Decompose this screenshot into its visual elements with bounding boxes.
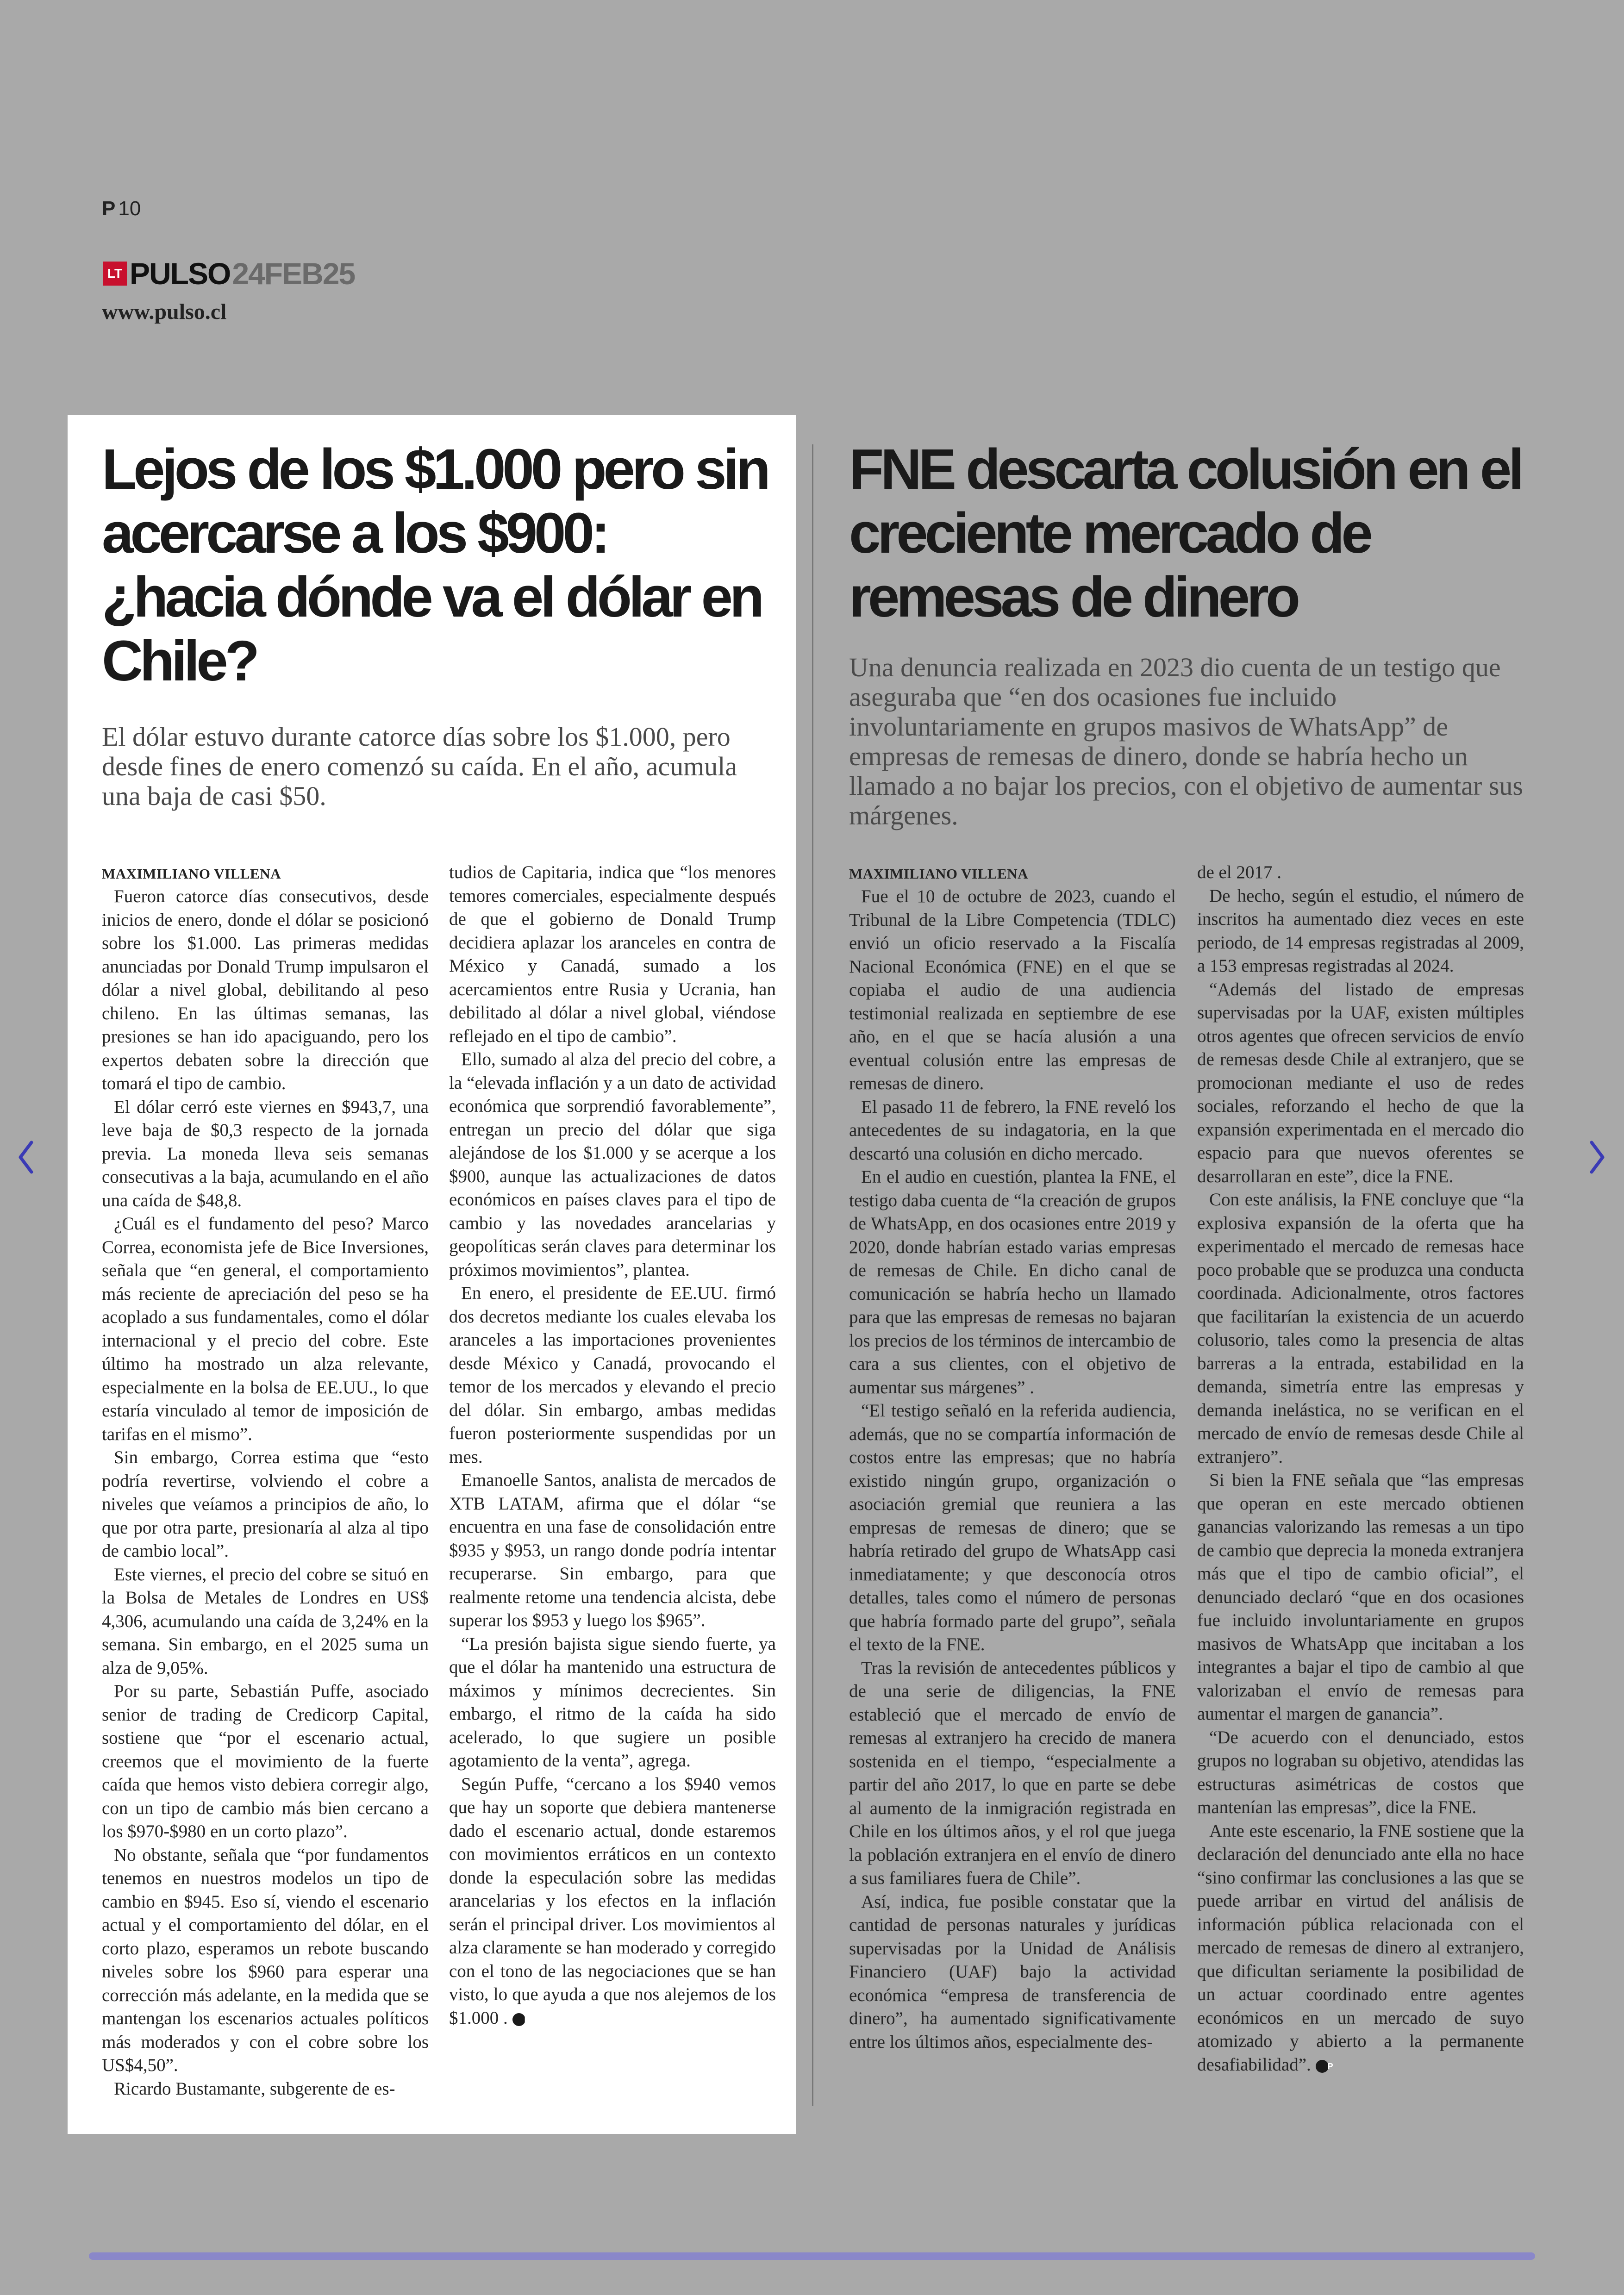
article-left-byline: MAXIMILIANO VILLENA [102, 866, 281, 882]
paragraph: En enero, el presidente de EE.UU. firmó dos decretos mediante los cuales elevaba los aranceles a las importaciones provenientes desde México y Canadá, provocando el temor de los mercados y elevando el precio del dólar. Sin embargo, ambas medidas fueron posteriormente suspendidas por un mes. [449, 1283, 776, 1467]
paragraph: No obstante, señala que “por fundamentos tenemos en nuestros modelos un tipo de cambio en $945. Eso sí, viendo el escenario actual y el comportamiento del dólar, en el corto plazo, esperamos un rebote buscando niveles sobre los $960 para esperar una corrección más adelante, en la medida que se mantengan los escenarios actuales políticos más moderados y con el cobre sobre los US$4,50”. [102, 1845, 429, 2075]
article-right-headline: FNE descarta colusión en el creciente mercado de remesas de dinero [849, 438, 1521, 629]
paragraph: Ello, sumado al alza del precio del cobre, a la “elevada inflación y a un dato de actividad económica que sorprendió favorablemente”, entregan un precio del dólar que siga alejándose de los $1.000 y se acerque a los $900, aunque las actualizaciones de datos económicos en países claves para el tipo de cambio y las novedades arancelarias y geopolíticas serán claves para determinar los próximos movimientos”, plantea. [449, 1049, 776, 1280]
article-right-byline: MAXIMILIANO VILLENA [849, 866, 1028, 882]
paragraph: de el 2017 . [1197, 862, 1281, 882]
paragraph: Según Puffe, “cercano a los $940 vemos que hay un soporte que debiera mantenerse dado el escenario actual, donde estaremos con movimientos erráticos en un contexto donde la especulación sobre las medidas arancelarias y los efectos en la inflación serán el principal driver. Los movimientos al alza claramente se han moderado y corregido con el tono de las negociaciones que se han visto, lo que ayuda a que nos alejemos de los $1.000 . P [449, 1774, 776, 2028]
chevron-right-icon [1588, 1139, 1606, 1176]
article-left-column-1 [102, 885, 429, 2101]
brand-name: PULSO [130, 256, 231, 291]
previous-page-button[interactable] [12, 1129, 40, 1185]
column-divider [812, 444, 813, 2106]
article-left-headline: Lejos de los $1.000 pero sin acercarse a los $900: ¿hacia dónde va el dólar en Chile? [102, 438, 768, 693]
paragraph: ¿Cuál es el fundamento del peso? Marco Correa, economista jefe de Bice Inversiones, señala que “en general, el comportamiento más reciente de apreciación del peso se ha acoplado a sus fundamentales, como el dólar internacional y el precio del cobre. Este último ha mostrado un alza relevante, especialmente en la bolsa de EE.UU., lo que estaría vinculado al temor de imposición de tarifas en el mismo”. [102, 1214, 429, 1444]
article-left-column-2 [449, 861, 776, 2030]
lt-logo: LT [103, 262, 127, 286]
paragraph: “De acuerdo con el denunciado, estos grupos no lograban su objetivo, atendidas las estructuras asimétricas de costos que mantenían las empresas”, dice la FNE. [1197, 1727, 1524, 1817]
paragraph: Por su parte, Sebastián Puffe, asociado senior de trading de Credicorp Capital, sostiene que “por el escenario actual, creemos que el movimiento de la fuerte caída que hemos visto debiera corregir algo, con un tipo de cambio más bien cercano a los $970-$980 en un corto plazo”. [102, 1681, 429, 1841]
paragraph: Emanoelle Santos, analista de mercados de XTB LATAM, afirma que el dólar “se encuentra en una fase de consolidación entre $935 y $953, un rango donde podría intentar recuperarse. Sin embargo, para que realmente retome una tendencia alcista, debe superar los $953 y luego los $965”. [449, 1470, 776, 1630]
paragraph: Este viernes, el precio del cobre se situó en la Bolsa de Metales de Londres en US$ 4,306, acumulando una caída de 3,24% en la semana. Sin embargo, en el 2025 suma un alza de 9,05%. [102, 1564, 429, 1678]
paragraph: tudios de Capitaria, indica que “los menores temores comerciales, especialmente después de que el gobierno de Donald Trump decidiera aplazar los aranceles en contra de México y Canadá, sumado a los acercamientos entre Rusia y Ucrania, han debilitado al dólar a nivel global, viéndose reflejado en el tipo de cambio”. [449, 862, 776, 1046]
page-progress-bar[interactable] [89, 2252, 1535, 2260]
paragraph: “El testigo señaló en la referida audiencia, además, que no se compartía información de costos entre las empresas; que no habría existido ningún grupo, organización o asociación gremial que reuniera a las empresas de remesas de dinero; que se habría retirado del grupo de WhatsApp casi inmediatamente; y que desconocía otros detalles, tales como el número de personas que habría formado parte del grupo”, señala el texto de la FNE. [849, 1401, 1176, 1654]
paragraph: Tras la revisión de antecedentes públicos y de una serie de diligencias, la FNE estableció que el mercado de envío de remesas al extranjero ha crecido de manera sostenida en el tiempo, “especialmente a partir del año 2017, lo que en parte se debe al aumento de la inmigración registrada en Chile en los últimos años, y el rol que juega la población extranjera en el envío de dinero a sus familiares fuera de Chile”. [849, 1658, 1176, 1888]
masthead [103, 257, 355, 290]
article-left-deck: El dólar estuvo durante catorce días sobre los $1.000, pero desde fines de enero comenzó su caída. En el año, acumula una baja de casi $50. [102, 722, 737, 811]
page-number: P 10 [102, 197, 141, 220]
paragraph: En el audio en cuestión, plantea la FNE, el testigo daba cuenta de “la creación de grupos de WhatsApp, en dos ocasiones entre 2019 y 2020, donde habrían estado varias empresas de remesas de Chile. En dicho canal de comunicación se habría hecho un llamado para que las empresas de remesas no bajaran los precios de los términos de intercambio de cara a sus clientes, con el objetivo de aumentar sus márgenes” . [849, 1167, 1176, 1397]
paragraph: “Además del listado de empresas supervisadas por la UAF, existen múltiples otros agentes que ofrecen servicios de envío de remesas desde Chile al extranjero, que se promocionan mediante el uso de redes sociales, reforzando el hecho de que la expansión experimentada en el mercado dio espacio para que nuevos oferentes se desarrollaran en este”, dice la FNE. [1197, 979, 1524, 1186]
paragraph: Así, indica, fue posible constatar que la cantidad de personas naturales y jurídicas supervisadas por la Unidad de Análisis Financiero (UAF) bajo la actividad económica “empresa de transferencia de dinero”, ha aumentado significativamente entre los últimos años, especialmente des- [849, 1891, 1176, 2052]
paragraph: De hecho, según el estudio, el número de inscritos ha aumentado diez veces en este periodo, de 14 empresas registradas al 2009, a 153 empresas registradas al 2024. [1197, 886, 1524, 976]
website-url: www.pulso.cl [102, 299, 227, 324]
paragraph: Ante este escenario, la FNE sostiene que la declaración del denunciado ante ella no hace “sino confirmar las conclusiones a las que se puede arribar en virtud del análisis de información pública relacionada con el mercado de remesas de dinero al extranjero, que dificultan seriamente la posibilidad de un actuar coordinado entre agentes económicos en un mercado de suyo atomizado y abierto a la permanente desafiabilidad”. P [1197, 1821, 1524, 2075]
article-right-column-1 [849, 885, 1176, 2054]
paragraph: Sin embargo, Correa estima que “esto podría revertirse, volviendo el cobre a niveles que veíamos a principios de año, lo que por otra parte, presionaría al alza al tipo de cambio local”. [102, 1447, 429, 1561]
article-right-deck: Una denuncia realizada en 2023 dio cuenta de un testigo que aseguraba que “en dos ocasiones fue incluido involuntariamente en grupos masivos de WhatsApp” de empresas de remesas de dinero, donde se habría hecho un llamado a no bajar los precios, con el objetivo de aumentar sus márgenes. [849, 652, 1524, 830]
end-mark-icon: P [512, 2013, 525, 2026]
article-right-column-2 [1197, 861, 1524, 2077]
next-page-button[interactable] [1583, 1129, 1611, 1185]
paragraph: El dólar cerró este viernes en $943,7, una leve baja de $0,3 respecto de la jornada previa. La moneda lleva seis semanas consecutivas a la baja, acumulando en el año una caída de $48,8. [102, 1097, 429, 1210]
end-mark-icon: P [1316, 2060, 1329, 2073]
paragraph: El pasado 11 de febrero, la FNE reveló los antecedentes de su indagatoria, en la que descartó una colusión en dicho mercado. [849, 1097, 1176, 1164]
paragraph: Fueron catorce días consecutivos, desde inicios de enero, donde el dólar se posicionó sobre los $1.000. Las primeras medidas anunciadas por Donald Trump impulsaron el dólar a nivel global, debilitando al peso chileno. En las últimas semanas, las presiones se han ido apaciguando, pero los expertos debaten sobre la dirección que tomará el tipo de cambio. [102, 886, 429, 1093]
paragraph: Con este análisis, la FNE concluye que “la explosiva expansión de la oferta que ha experimentado el mercado de remesas hace poco probable que se produzca una conducta coordinada. Adicionalmente, otros factores que facilitarían la existencia de un acuerdo colusorio, tales como la presencia de altas barreras a la entrada, estabilidad en la demanda, simetría entre las empresas y demanda inelástica, no se verifican en el mercado de envío de remesas desde Chile al extranjero”. [1197, 1190, 1524, 1467]
paragraph: “La presión bajista sigue siendo fuerte, ya que el dólar ha mantenido una estructura de máximos y mínimos decrecientes. Sin embargo, el ritmo de la caída ha sido acelerado, lo que sugiere un posible agotamiento de la venta”, agrega. [449, 1634, 776, 1771]
edition-date: 24FEB25 [232, 256, 355, 291]
paragraph: Ricardo Bustamante, subgerente de es- [114, 2078, 395, 2099]
paragraph: Si bien la FNE señala que “las empresas que operan en este mercado obtienen ganancias valorizando las remesas a un tipo de cambio que deprecia la moneda extranjera más que el tipo de cambio oficial”, el denunciado declaró “que en dos ocasiones fue incluido involuntariamente en grupos masivos de WhatsApp que incitaban a los integrantes a bajar el tipo de cambio al que valorizaban el envío de remesas para aumentar el margen de ganancia”. [1197, 1470, 1524, 1724]
page-progress-fill [89, 2252, 1535, 2260]
paragraph: Fue el 10 de octubre de 2023, cuando el Tribunal de la Libre Competencia (TDLC) envió un oficio reservado a la Fiscalía Nacional Económica (FNE) en el que se copiaba el audio de una audiencia testimonial realizada en septiembre de ese año, en el que se hacía alusión a una eventual colusión entre las empresas de remesas de dinero. [849, 886, 1176, 1093]
chevron-left-icon [17, 1139, 35, 1176]
